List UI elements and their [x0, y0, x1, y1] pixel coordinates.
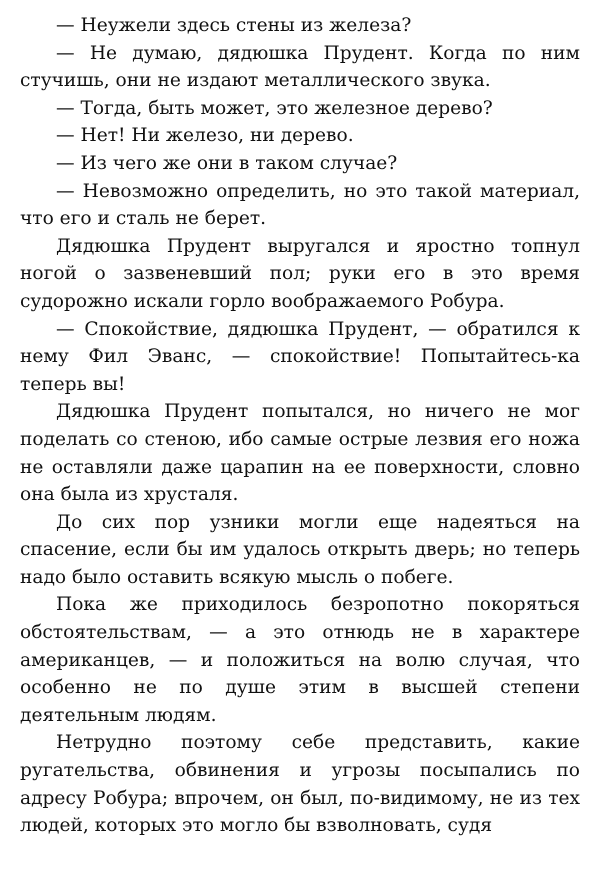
- paragraph-5: — Из чего же они в таком случае?: [56, 152, 398, 174]
- paragraph-10: До сих пор узники могли еще надеяться на спасение, если бы им удалось открыть дверь; но теперь надо было оставить всякую мысль о побеге.: [20, 511, 580, 588]
- paragraph-4: — Нет! Ни железо, ни дерево.: [56, 125, 354, 147]
- paragraph-12: Нетрудно поэтому себе представить, какие ругательства, обвинения и угрозы посыпались по адресу Робура; впрочем, он был, по-видимому, не из тех людей, которых это могло бы взволновать, судя: [20, 732, 580, 837]
- paragraph-2: — Не думаю, дядюшка Прудент. Когда по ним стучишь, они не издают металлического звука.: [20, 42, 580, 92]
- paragraph-8: — Спокойствие, дядюшка Прудент, — обратился к нему Фил Эванс, — спокойствие! Попытайтесь-ка теперь вы!: [20, 318, 580, 395]
- paragraph-6: — Невозможно определить, но это такой материал, что его и сталь не берет.: [20, 180, 580, 230]
- paragraph-1: — Неужели здесь стены из железа?: [56, 15, 412, 36]
- paragraph-3: — Тогда, быть может, это железное дерево?: [56, 97, 493, 119]
- paragraph-9: Дядюшка Прудент попытался, но ничего не мог поделать со стеною, ибо самые острые лезвия его ножа не оставляли даже царапин на ее поверхности, словно она была из хрусталя.: [20, 401, 580, 506]
- paragraph-7: Дядюшка Прудент выругался и яростно топнул ногой о зазвеневший пол; руки его в это время судорожно искали горло воображаемого Робура.: [20, 235, 580, 312]
- paragraph-11: Пока же приходилось безропотно покоряться обстоятельствам, — а это отнюдь не в характере американцев, — и положиться на волю случая, что особенно не по душе этим в высшей степени деятельным людям.: [20, 594, 580, 726]
